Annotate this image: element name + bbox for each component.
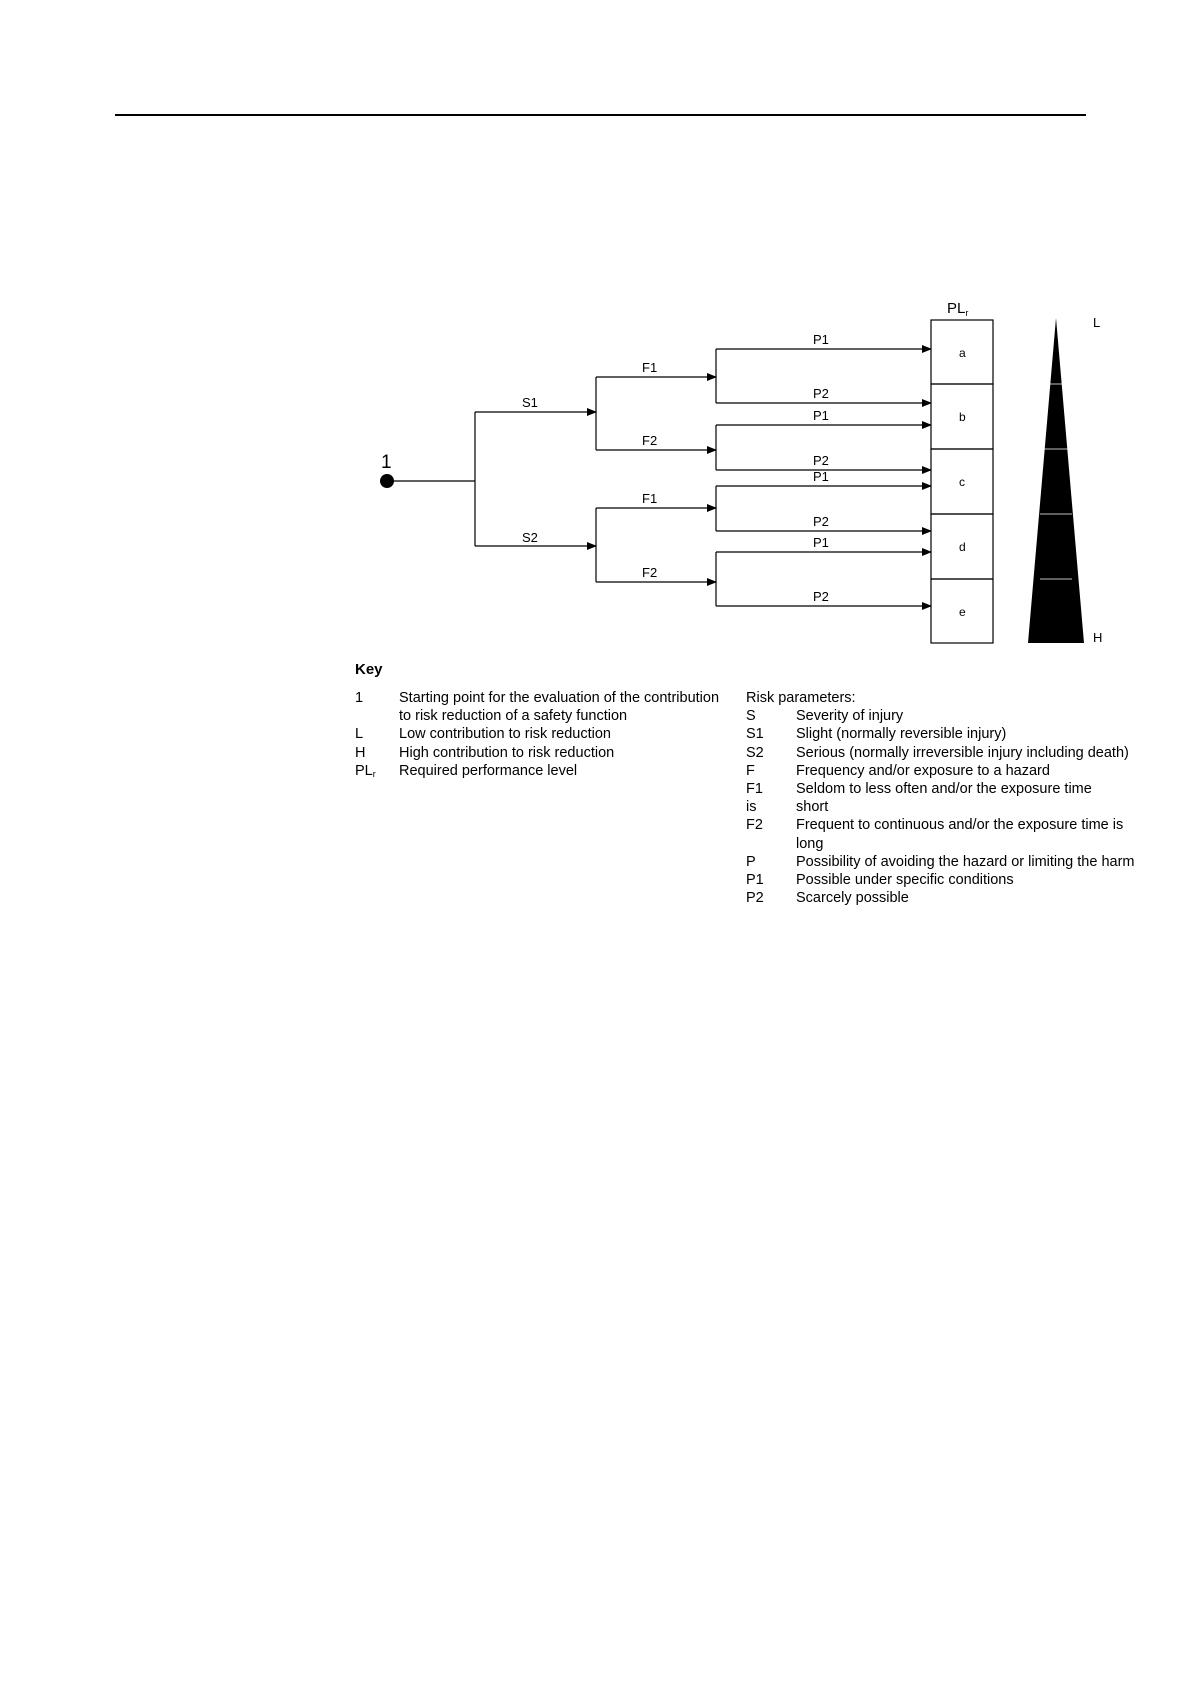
level-label-e: e xyxy=(959,605,966,619)
start-point-dot xyxy=(380,474,394,488)
key-desc: Starting point for the evaluation of the contribution to risk reduction of a safety function xyxy=(399,690,720,725)
key-desc: Required performance level xyxy=(399,762,578,779)
key-code: S1 xyxy=(746,726,764,743)
label-s2-f2: F2 xyxy=(642,565,658,580)
key-code: P xyxy=(746,853,756,870)
header-rule xyxy=(115,114,1086,116)
key-row xyxy=(746,762,1136,780)
key-desc: Possibility of avoiding the hazard or limiting the harm xyxy=(796,853,1135,870)
key-code: H xyxy=(355,744,366,761)
pl-label: $PL_r$ xyxy=(947,300,969,318)
scale-high-label: H xyxy=(1093,630,1103,645)
key-code: S xyxy=(746,708,756,725)
label-p-4: P2 xyxy=(813,453,829,468)
label-p-2: P2 xyxy=(813,386,829,401)
risk-parameters-header: Risk parameters: xyxy=(746,690,856,706)
level-label-c: c xyxy=(959,475,965,489)
key-desc: Possible under specific conditions xyxy=(796,872,1014,889)
key-code: P1 xyxy=(746,872,764,889)
key-row xyxy=(746,780,1136,798)
level-label-d: d xyxy=(959,540,966,554)
key-code: L xyxy=(355,726,364,743)
key-code: F2 xyxy=(746,817,763,834)
key-code: F1 xyxy=(746,781,763,798)
key-desc: Slight (normally reversible injury) xyxy=(796,726,1007,743)
key-desc: Low contribution to risk reduction xyxy=(399,726,611,743)
label-s1-f1: F1 xyxy=(642,360,658,375)
label-p-6: P2 xyxy=(813,514,829,529)
key-row xyxy=(355,725,735,743)
key-code: S2 xyxy=(746,744,764,761)
label-p-1: P1 xyxy=(813,332,829,347)
key-right-column xyxy=(746,689,1136,907)
key-code: is xyxy=(746,799,757,816)
key-desc: Frequent to continuous and/or the exposure time is long xyxy=(796,817,1124,852)
key-row xyxy=(746,871,1136,889)
contribution-scale-triangle xyxy=(1028,318,1084,643)
start-label: 1 xyxy=(381,452,392,473)
key-row xyxy=(746,707,1136,725)
key-row xyxy=(355,689,735,725)
key-desc: Serious (normally irreversible injury including death) xyxy=(796,744,1129,761)
label-s1-f2: F2 xyxy=(642,433,658,448)
level-label-a: a xyxy=(959,346,966,360)
key-row xyxy=(746,889,1136,907)
level-label-b: b xyxy=(959,410,966,424)
key-code: $PL_r$ xyxy=(355,762,376,779)
risk-graph-diagram xyxy=(340,285,1120,645)
key-code: P2 xyxy=(746,890,764,907)
label-p-7: P1 xyxy=(813,535,829,550)
label-p-5: P1 xyxy=(813,469,829,484)
label-s2: S2 xyxy=(522,530,538,545)
key-row xyxy=(355,762,735,783)
key-desc: High contribution to risk reduction xyxy=(399,744,615,761)
key-left-column xyxy=(355,689,735,783)
key-desc: Scarcely possible xyxy=(796,890,909,907)
key-desc: Seldom to less often and/or the exposure time xyxy=(796,781,1092,798)
key-desc: Frequency and/or exposure to a hazard xyxy=(796,762,1050,779)
key-code: F xyxy=(746,762,755,779)
label-p-8: P2 xyxy=(813,589,829,604)
key-row xyxy=(746,853,1136,871)
key-row xyxy=(746,798,1136,816)
key-row xyxy=(746,725,1136,743)
key-title: Key xyxy=(355,661,383,678)
key-desc: Severity of injury xyxy=(796,708,904,725)
scale-low-label: L xyxy=(1093,315,1101,330)
label-p-3: P1 xyxy=(813,408,829,423)
label-s2-f1: F1 xyxy=(642,491,658,506)
key-code: 1 xyxy=(355,690,364,706)
key-desc: short xyxy=(796,799,829,816)
label-s1: S1 xyxy=(522,395,538,410)
key-row xyxy=(746,744,1136,762)
key-row xyxy=(355,744,735,762)
key-row xyxy=(746,816,1136,852)
